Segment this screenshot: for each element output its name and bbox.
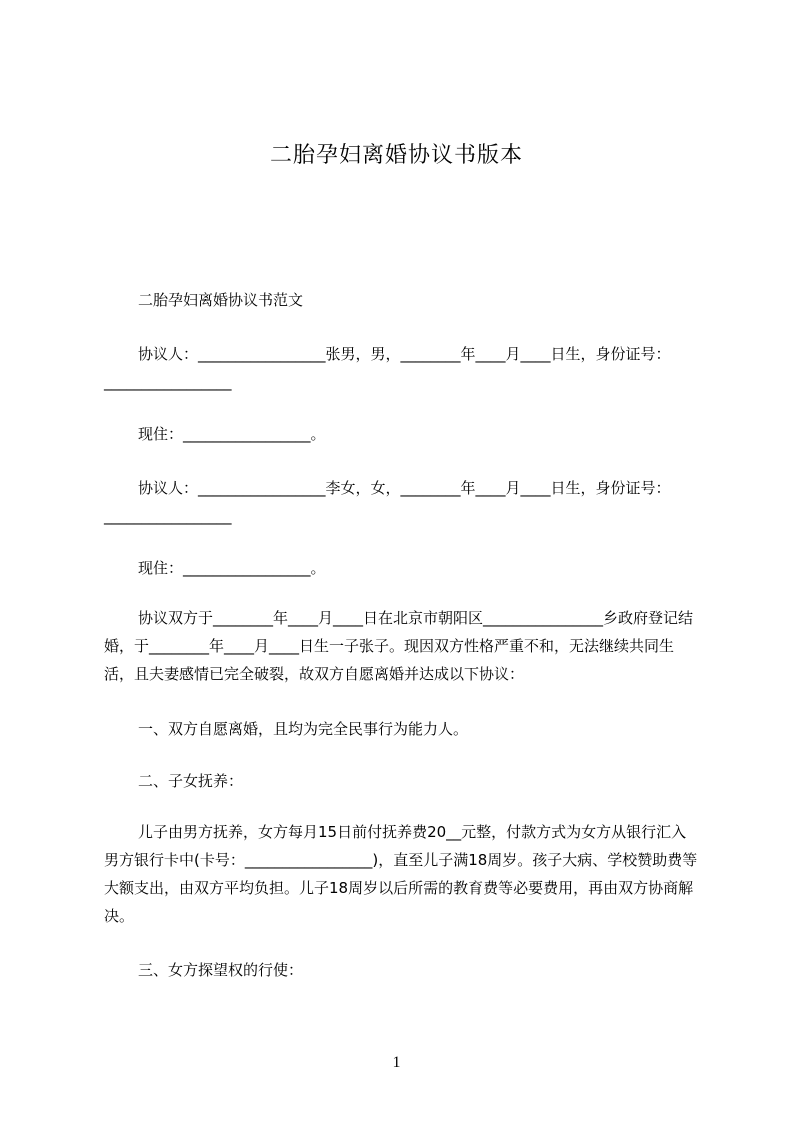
section-heading: 二胎孕妇离婚协议书范文 xyxy=(138,291,304,309)
party-one-address: 现住：_________________。 xyxy=(138,425,326,443)
party-two: 协议人：_________________李女，女，________年____月____日生，身份证号：_________________ xyxy=(104,479,671,525)
clause-two-heading: 二、子女抚养： xyxy=(138,772,244,790)
child-support-clause: 儿子由男方抚养，女方每月15日前付抚养费20__元整，付款方式为女方从银行汇入男方银行卡中(卡号：_________________)，直至儿子满18周岁。孩子大病、学校赞助费等大额支出，由双方平均负担。儿子18周岁以后所需的教育费等必要费用，再由双方协商解决。 xyxy=(104,823,698,925)
clause-one: 一、双方自愿离婚，且均为完全民事行为能力人。 xyxy=(138,720,469,738)
document-title: 二胎孕妇离婚协议书版本 xyxy=(269,143,523,168)
page-number: 1 xyxy=(392,1054,401,1071)
clause-three-heading: 三、女方探望权的行使： xyxy=(138,961,304,979)
party-two-address: 现住：_________________。 xyxy=(138,559,326,577)
marriage-statement: 协议双方于________年____月____日在北京市朝阳区________________乡政府登记结婚，于________年____月____日生一子张子。现因双方性格严重不和，无法继续共同生活，且夫妻感情已完全破裂，故双方自愿离婚并达成以下协议： xyxy=(104,609,694,683)
party-one: 协议人：_________________张男，男，________年____月____日生，身份证号：_________________ xyxy=(104,345,671,391)
